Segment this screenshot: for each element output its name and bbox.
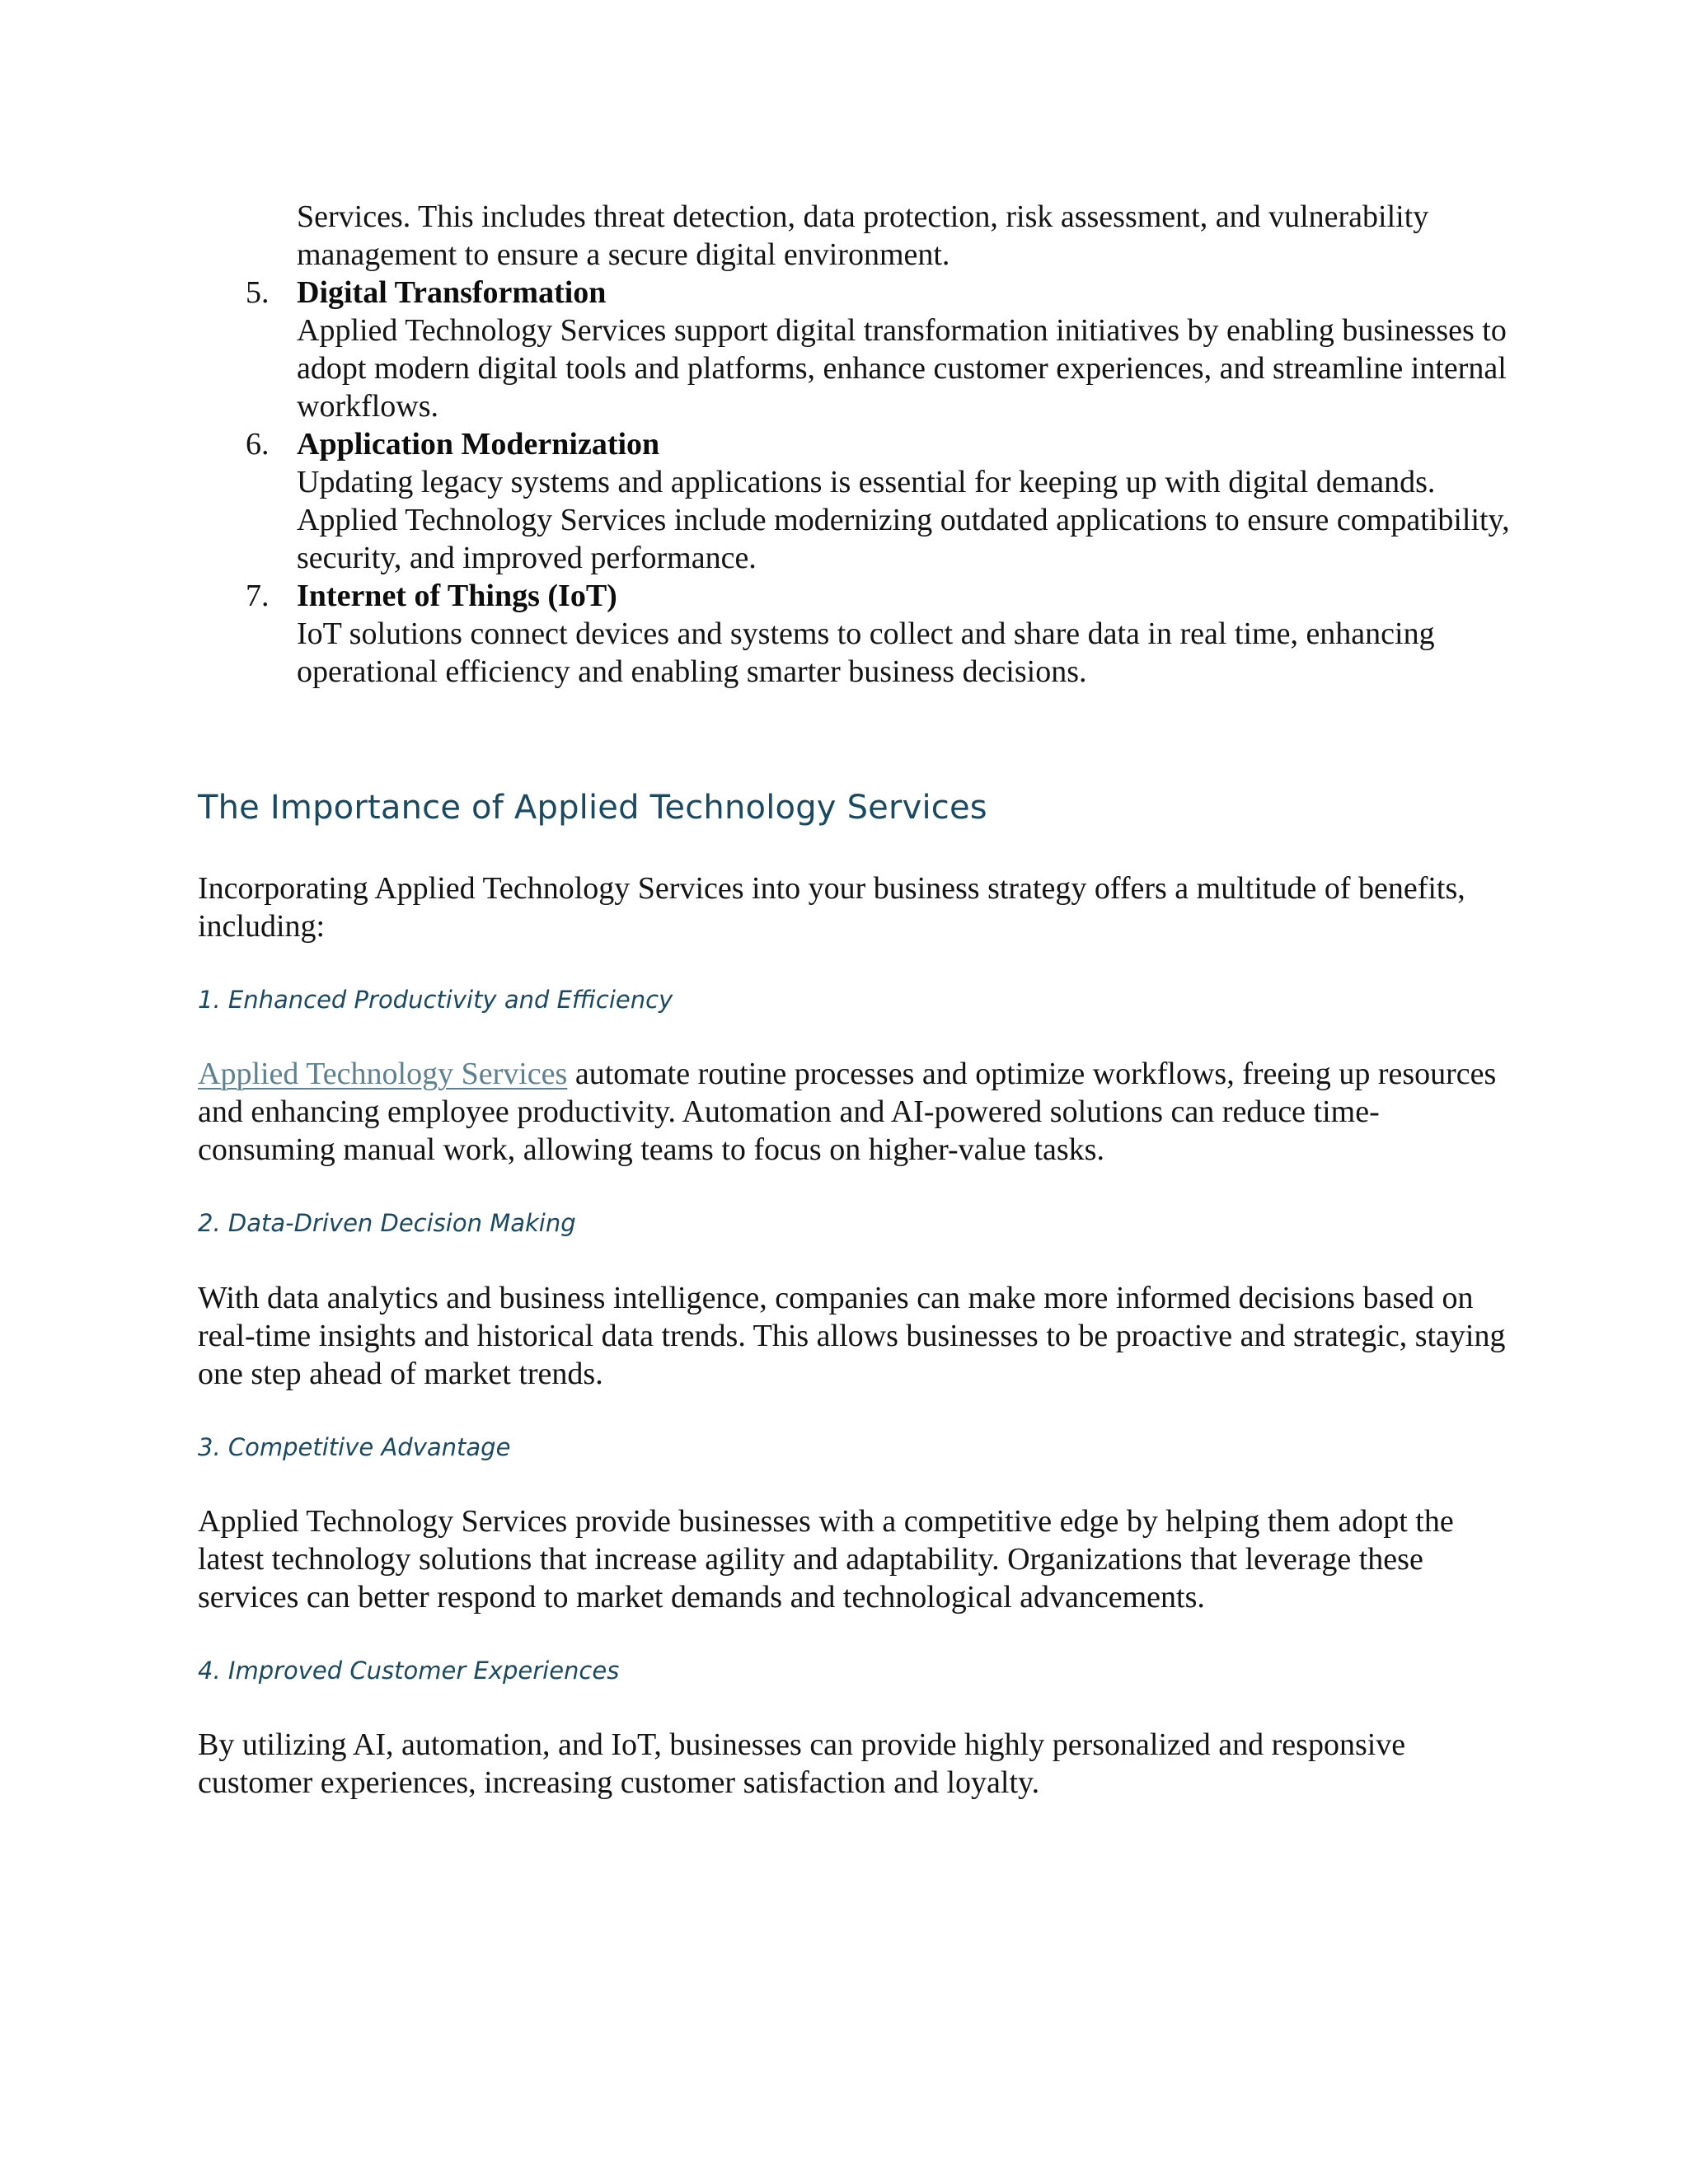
- benefit-heading: 3. Competitive Advantage: [198, 1433, 511, 1461]
- section-heading: The Importance of Applied Technology Services: [198, 789, 987, 827]
- list-item-title: Internet of Things (IoT): [297, 579, 617, 613]
- list-item-description: Applied Technology Services support digital transformation initiatives by enabling businesses to adopt modern digital tools and platforms, enhance customer experiences, and streamline internal workflows.: [297, 313, 1507, 424]
- benefit-paragraph-text: automate routine processes and optimize workflows, freeing up resources and enhancing employee productivity. Automation and AI-powered solutions can reduce time-consuming manual work, allowing teams to focus on higher-value tasks.: [198, 1057, 1497, 1167]
- benefit-heading: 1. Enhanced Productivity and Efficiency: [198, 986, 673, 1014]
- services-list: [246, 274, 1515, 691]
- list-item: [246, 425, 1515, 577]
- list-item-number: 7.: [246, 579, 270, 613]
- continuation-paragraph: Services. This includes threat detection, data protection, risk assessment, and vulnerability management to ensure a secure digital environment.: [297, 199, 1429, 272]
- list-item-description: Updating legacy systems and applications is essential for keeping up with digital demands. Applied Technology Services include modernizing outdated applications to ensure compatibility, security, and improved performance.: [297, 465, 1510, 575]
- intro-paragraph: Incorporating Applied Technology Services into your business strategy offers a multitude of benefits, including:: [198, 871, 1465, 944]
- list-item-number: 5.: [246, 275, 270, 310]
- list-item: [246, 577, 1515, 691]
- benefit-paragraph: With data analytics and business intelligence, companies can make more informed decisions based on real-time insights and historical data trends. This allows businesses to be proactive and strategic, staying one step ahead of market trends.: [198, 1281, 1506, 1391]
- list-item-number: 6.: [246, 427, 270, 462]
- benefit-heading: 4. Improved Customer Experiences: [198, 1657, 620, 1685]
- list-item-title: Application Modernization: [297, 427, 660, 462]
- benefit-paragraph: Applied Technology Services provide businesses with a competitive edge by helping them adopt the latest technology solutions that increase agility and adaptability. Organizations that leverage these services can better respond to market demands and technological advancements.: [198, 1504, 1454, 1615]
- benefit-heading: 2. Data-Driven Decision Making: [198, 1209, 576, 1237]
- list-item-description: IoT solutions connect devices and systems to collect and share data in real time, enhancing operational efficiency and enabling smarter business decisions.: [297, 616, 1435, 689]
- benefit-paragraph: By utilizing AI, automation, and IoT, businesses can provide highly personalized and responsive customer experiences, increasing customer satisfaction and loyalty.: [198, 1727, 1406, 1800]
- benefit-paragraph: [198, 1055, 1517, 1169]
- list-item-title: Digital Transformation: [297, 275, 607, 310]
- list-item: [246, 274, 1515, 425]
- applied-technology-services-link[interactable]: Applied Technology Services: [198, 1057, 568, 1091]
